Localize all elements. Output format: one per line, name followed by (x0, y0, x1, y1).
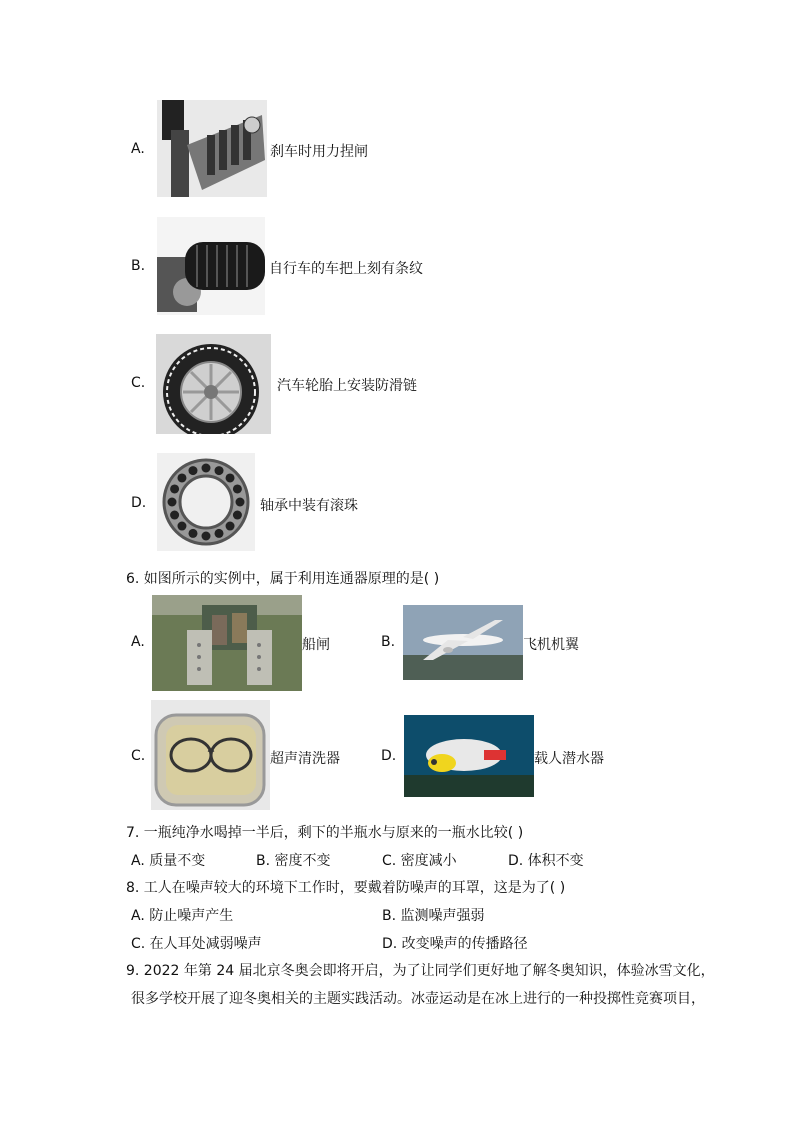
tire-snow-chain-icon (156, 334, 271, 434)
q7-option-d: D. 体积不变 (508, 853, 584, 869)
bike-handle-grip-icon (157, 217, 265, 315)
q7-option-b: B. 密度不变 (256, 853, 331, 869)
q5-option-b-text: 自行车的车把上刻有条纹 (269, 261, 423, 277)
q6-option-a-letter: A. (131, 634, 145, 650)
q6-option-d-text: 载人潜水器 (534, 751, 604, 767)
q6-option-b-text: 飞机机翼 (523, 637, 579, 653)
q7-option-c: C. 密度减小 (382, 853, 457, 869)
q6-stem: 6. 如图所示的实例中，属于利用连通器原理的是( ) (126, 571, 440, 587)
q7-stem: 7. 一瓶纯净水喝掉一半后，剩下的半瓶水与原来的一瓶水比较( ) (126, 825, 524, 841)
q8-option-c: C. 在人耳处减弱噪声 (131, 936, 262, 952)
q5-option-c-text: 汽车轮胎上安装防滑链 (277, 378, 417, 394)
submersible-icon (404, 715, 534, 797)
q5-option-c-letter: C. (131, 375, 146, 391)
q8-option-a: A. 防止噪声产生 (131, 908, 234, 924)
q9-line-1: 9. 2022 年第 24 届北京冬奥会即将开启，为了让同学们更好地了解冬奥知识，体验冰雪文化， (126, 963, 715, 979)
q6-option-a-text: 船闸 (302, 637, 330, 653)
q5-option-d-letter: D. (131, 495, 147, 511)
q7-option-a: A. 质量不变 (131, 853, 206, 869)
q6-option-b-letter: B. (381, 634, 396, 650)
q5-option-a-letter: A. (131, 141, 145, 157)
q5-option-a-text: 刹车时用力捏闸 (270, 144, 368, 160)
ultrasonic-cleaner-icon (151, 700, 270, 810)
q5-option-d-text: 轴承中装有滚珠 (260, 498, 358, 514)
q6-option-c-text: 超声清洗器 (270, 751, 340, 767)
ship-lock-icon (152, 595, 302, 691)
airplane-icon (403, 605, 523, 680)
bicycle-brake-icon (157, 100, 267, 197)
q8-option-d: D. 改变噪声的传播路径 (382, 936, 528, 952)
q6-option-d-letter: D. (381, 748, 397, 764)
q8-stem: 8. 工人在噪声较大的环境下工作时，要戴着防噪声的耳罩，这是为了( ) (126, 880, 566, 896)
q9-line-2: 很多学校开展了迎冬奥相关的主题实践活动。冰壶运动是在冰上进行的一种投掷性竞赛项目， (131, 991, 705, 1007)
ball-bearing-icon (157, 453, 255, 551)
q6-option-c-letter: C. (131, 748, 146, 764)
q8-option-b: B. 监测噪声强弱 (382, 908, 485, 924)
q5-option-b-letter: B. (131, 258, 146, 274)
